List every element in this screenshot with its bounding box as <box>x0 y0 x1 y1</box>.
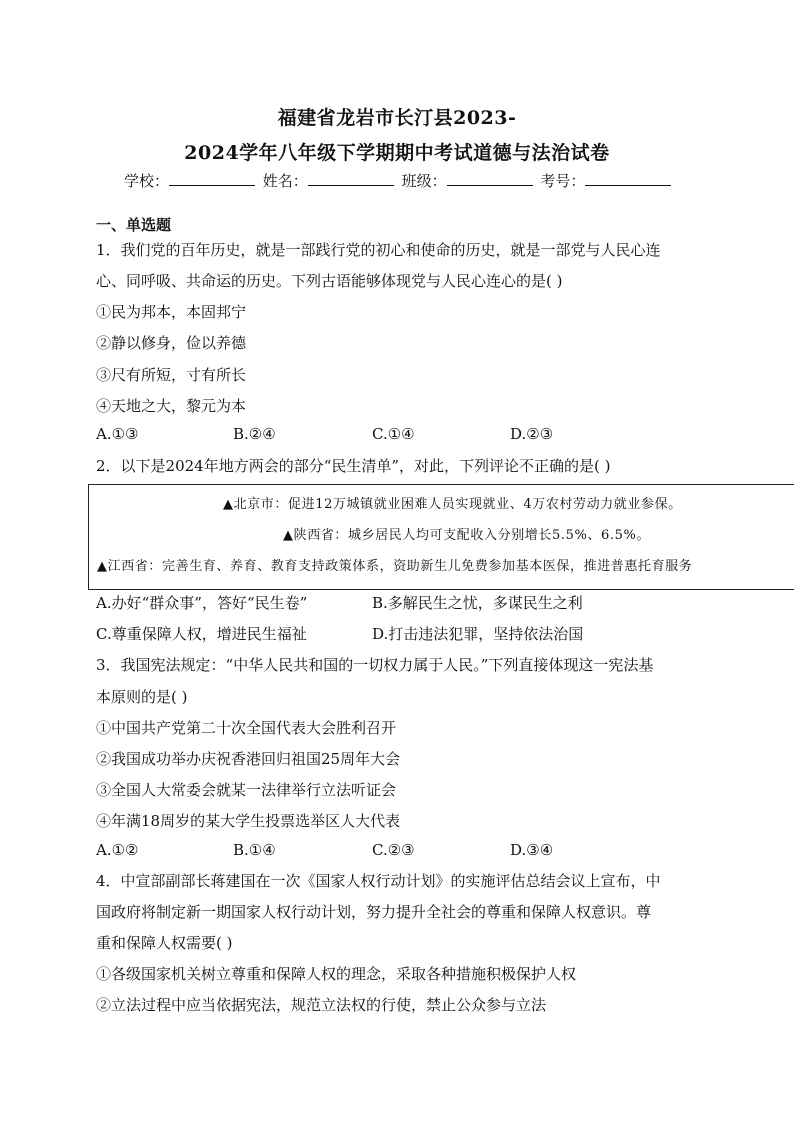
q3-stem-line1: 3．我国宪法规定：“中华人民共和国的一切权力属于人民。”下列直接体现这一宪法基 <box>96 656 654 674</box>
student-info-row <box>124 170 674 191</box>
q1-stem-line1: 1．我们党的百年历史，就是一部践行党的初心和使命的历史，就是一部党与人民心连 <box>96 241 661 259</box>
class-label: 班级： <box>401 172 447 190</box>
q3-item-2: ②我国成功举办庆祝香港回归祖国25周年大会 <box>96 750 401 768</box>
q3-option-b[interactable]: B.①④ <box>233 841 276 859</box>
q1-item-4: ④天地之大，黎元为本 <box>96 397 247 415</box>
q3-option-d[interactable]: D.③④ <box>510 841 554 859</box>
class-blank[interactable] <box>447 171 533 186</box>
q2-material-box <box>88 484 794 590</box>
q1-option-b[interactable]: B.②④ <box>233 425 276 443</box>
name-label: 姓名： <box>262 172 308 190</box>
q3-item-4: ④年满18周岁的某大学生投票选举区人大代表 <box>96 812 401 830</box>
q2-option-b[interactable]: B.多解民生之忧，多谋民生之利 <box>372 594 583 612</box>
q4-item-2: ②立法过程中应当依据宪法，规范立法权的行使，禁止公众参与立法 <box>96 996 547 1014</box>
exam-number-label: 考号： <box>540 172 586 190</box>
school-label: 学校： <box>124 172 170 190</box>
q3-stem-line2: 本原则的是( ) <box>96 688 188 706</box>
q4-item-1: ①各级国家机关树立尊重和保障人权的理念，采取各种措施积极保护人权 <box>96 965 577 983</box>
q1-option-c[interactable]: C.①④ <box>372 425 415 443</box>
q2-box-line-shaanxi: ▲陕西省：城乡居民人均可支配收入分别增长5.5%、6.5%。 <box>283 528 651 543</box>
exam-number-blank[interactable] <box>585 171 671 186</box>
school-blank[interactable] <box>169 171 255 186</box>
q1-item-2: ②静以修身，俭以养德 <box>96 334 247 352</box>
q1-item-1: ①民为邦本，本固邦宁 <box>96 303 247 321</box>
name-blank[interactable] <box>308 171 394 186</box>
q3-option-a[interactable]: A.①② <box>96 841 139 859</box>
q3-item-3: ③全国人大常委会就某一法律举行立法听证会 <box>96 781 397 799</box>
q2-option-a[interactable]: A.办好“群众事”，答好“民生卷” <box>96 594 308 612</box>
q1-option-a[interactable]: A.①③ <box>96 425 139 443</box>
q2-option-c[interactable]: C.尊重保障人权，增进民生福祉 <box>96 625 307 643</box>
q3-item-1: ①中国共产党第二十次全国代表大会胜利召开 <box>96 719 397 737</box>
q2-box-line-beijing: ▲北京市：促进12万城镇就业困难人员实现就业、4万农村劳动力就业参保。 <box>223 497 682 512</box>
exam-title-line2: 2024学年八年级下学期期中考试道德与法治试卷 <box>184 142 610 164</box>
q1-stem-line2: 心、同呼吸、共命运的历史。下列古语能够体现党与人民心连心的是( ) <box>96 272 563 290</box>
q2-box-line-jiangxi: ▲江西省：完善生育、养育、教育支持政策体系，资助新生儿免费参加基本医保，推进普惠托育服务 <box>97 559 693 574</box>
q1-item-3: ③尺有所短，寸有所长 <box>96 366 247 384</box>
q1-option-d[interactable]: D.②③ <box>510 425 554 443</box>
q2-option-d[interactable]: D.打击违法犯罪，坚持依法治国 <box>372 625 584 643</box>
q4-stem-line2: 国政府将制定新一期国家人权行动计划，努力提升全社会的尊重和保障人权意识。尊 <box>96 903 652 921</box>
q4-stem-line1: 4．中宣部副部长蒋建国在一次《国家人权行动计划》的实施评估总结会议上宣布，中 <box>96 872 661 890</box>
q4-stem-line3: 重和保障人权需要( ) <box>96 934 233 952</box>
q2-stem: 2．以下是2024年地方两会的部分“民生清单”，对此，下列评论不正确的是( ) <box>96 457 611 475</box>
q3-option-c[interactable]: C.②③ <box>372 841 415 859</box>
exam-title-line1: 福建省龙岩市长汀县2023- <box>277 107 517 129</box>
section-title: 一、单选题 <box>96 216 172 234</box>
